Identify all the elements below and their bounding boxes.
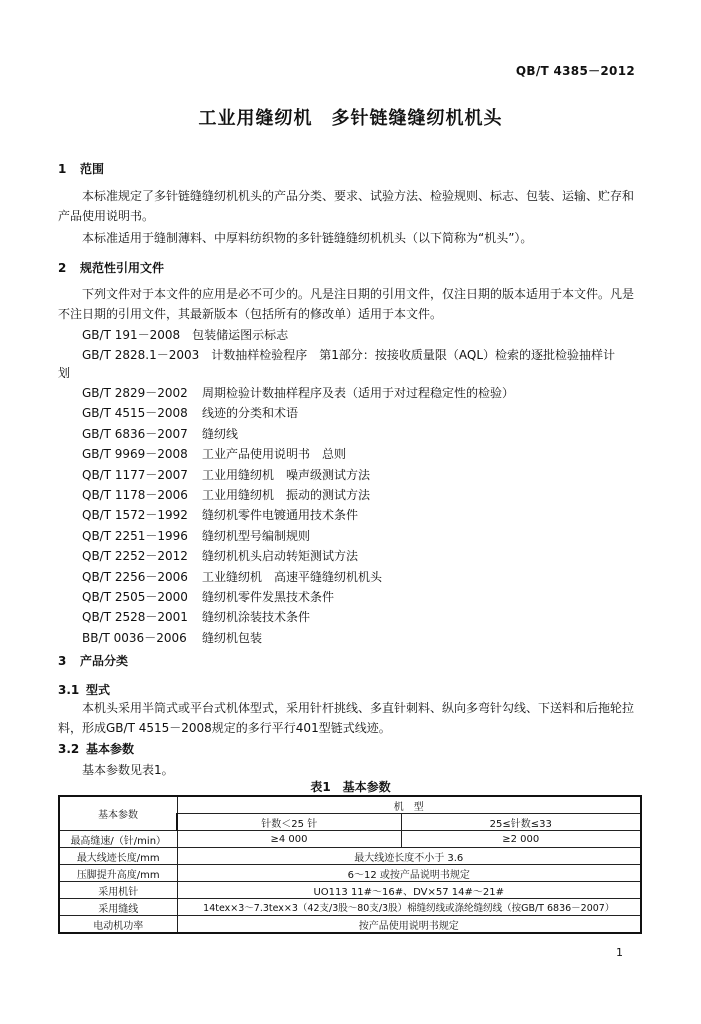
reference-gb191: GB/T 191－2008 包装储运图示标志	[82, 328, 289, 342]
header-cell-parameter: 基本参数	[59, 796, 177, 831]
reference-code: QB/T 2528－2001	[82, 610, 188, 625]
reference-title: 工业缝纫机 高速平缝缝纫机机头	[202, 569, 383, 584]
section-number: 3	[58, 654, 67, 668]
reference-code: QB/T 1177－2007	[82, 467, 188, 482]
reference-item	[82, 608, 514, 628]
section-number: 1	[58, 162, 67, 176]
section-2-heading	[58, 259, 164, 276]
header-cell-model: 机 型	[177, 796, 641, 814]
row-value: 14tex×3～7.3tex×3（42支/3股～80支/3股）棉缝纫线或涤纶缝纫线（按GB/T 6836－2007）	[177, 899, 641, 916]
table-row	[59, 899, 641, 916]
reference-code: BB/T 0036－2006	[82, 630, 187, 645]
section-title: 型式	[86, 683, 111, 697]
reference-gb2828: GB/T 2828.1－2003 计数抽样检验程序 第1部分：按接收质量限（AQL）检索的逐批检验抽样计	[82, 348, 616, 362]
row-label: 最高缝速/（针/min）	[59, 831, 177, 848]
reference-title: 缝纫线	[202, 426, 239, 441]
reference-title: 缝纫机零件电镀通用技术条件	[202, 508, 359, 523]
reference-title: 周期检验计数抽样程序及表（适用于对过程稳定性的检验）	[202, 386, 515, 400]
row-value: ≥4 000	[177, 831, 401, 848]
table-caption: 表1 基本参数	[310, 780, 391, 794]
row-label: 电动机功率	[59, 916, 177, 934]
reference-code: QB/T 2256－2006	[82, 569, 188, 584]
section-1-paragraph-2: 本标准适用于缝制薄料、中厚料纺织物的多针链缝缝纫机机头（以下简称为“机头”）。	[82, 231, 533, 245]
section-1-paragraph-1: 本标准规定了多针链缝缝纫机机头的产品分类、要求、试验方法、检验规则、标志、包装、运输、贮存和产品使用说明书。	[58, 189, 635, 223]
reference-item	[82, 547, 514, 567]
reference-item	[82, 425, 514, 445]
page-number: 1	[616, 946, 623, 959]
reference-item	[82, 486, 514, 506]
row-label: 采用机针	[59, 882, 177, 899]
table-row	[59, 865, 641, 882]
reference-code: QB/T 2252－2012	[82, 549, 188, 564]
reference-title: 缝纫机涂装技术条件	[202, 610, 311, 625]
parameters-table	[58, 795, 642, 934]
table-header-row	[59, 796, 641, 814]
row-value: 按产品使用说明书规定	[177, 916, 641, 934]
table-row	[59, 831, 641, 848]
row-value: 最大线迹长度不小于 3.6	[177, 848, 641, 865]
standard-code: QB/T 4385－2012	[515, 64, 635, 78]
reference-code: GB/T 6836－2007	[82, 426, 188, 441]
reference-gb2828-wrap: 划	[58, 366, 71, 380]
section-1-heading	[58, 160, 104, 177]
document-title: 工业用缝纫机 多针链缝缝纫机机头	[198, 108, 503, 129]
table-row	[59, 916, 641, 934]
reference-code: QB/T 2251－1996	[82, 528, 188, 543]
reference-code: GB/T 2829－2002	[82, 386, 188, 400]
reference-code: QB/T 1572－1992	[82, 508, 188, 523]
section-3-1-paragraph: 本机头采用半筒式或平台式机体型式，采用针杆挑线、多直针刺料、纵向多弯针勾线、下送料和后拖轮拉料，形成GB/T 4515－2008规定的多行平行401型链式线迹。	[58, 701, 635, 735]
row-value: ≥2 000	[401, 831, 641, 848]
section-title: 范围	[80, 162, 105, 176]
header-cell-needles-under-25: 针数＜25 针	[177, 814, 401, 831]
section-title: 产品分类	[80, 654, 129, 668]
section-number: 3.2	[58, 742, 80, 756]
reference-item	[82, 466, 514, 486]
row-value: 6～12 或按产品说明书规定	[177, 865, 641, 882]
section-3-heading	[58, 652, 128, 669]
reference-title: 缝纫机零件发黑技术条件	[202, 589, 335, 604]
section-3-1-heading	[58, 681, 110, 698]
reference-code: QB/T 2505－2000	[82, 589, 188, 604]
row-value: UO113 11#～16#、DV×57 14#～21#	[177, 882, 641, 899]
section-3-2-heading	[58, 740, 134, 757]
reference-item	[82, 506, 514, 526]
table-row	[59, 848, 641, 865]
reference-title: 线迹的分类和术语	[202, 406, 299, 421]
reference-code: GB/T 4515－2008	[82, 406, 188, 421]
reference-code: GB/T 9969－2008	[82, 447, 188, 462]
section-2-intro: 下列文件对于本文件的应用是必不可少的。凡是注日期的引用文件，仅注日期的版本适用于本文件。凡是不注日期的引用文件，其最新版本（包括所有的修改单）适用于本文件。	[58, 287, 635, 321]
reference-item	[82, 404, 514, 424]
table-row	[59, 882, 641, 899]
reference-title: 缝纫机机头启动转矩测试方法	[202, 549, 359, 564]
row-label: 采用缝线	[59, 899, 177, 916]
reference-title: 工业产品使用说明书 总则	[202, 447, 347, 462]
reference-item	[82, 629, 514, 649]
reference-title: 缝纫机型号编制规则	[202, 528, 311, 543]
section-number: 3.1	[58, 683, 80, 697]
reference-title: 工业用缝纫机 振动的测试方法	[202, 487, 371, 502]
reference-item	[82, 384, 514, 404]
row-label: 最大线迹长度/mm	[59, 848, 177, 865]
section-3-2-paragraph: 基本参数见表1。	[82, 763, 174, 777]
reference-item	[82, 568, 514, 588]
reference-item	[82, 445, 514, 465]
section-title: 基本参数	[86, 742, 135, 756]
reference-code: QB/T 1178－2006	[82, 487, 188, 502]
reference-list	[82, 384, 514, 649]
reference-title: 缝纫机包装	[202, 630, 263, 645]
reference-title: 工业用缝纫机 噪声级测试方法	[202, 467, 371, 482]
section-number: 2	[58, 261, 67, 275]
row-label: 压脚提升高度/mm	[59, 865, 177, 882]
reference-item	[82, 527, 514, 547]
reference-item	[82, 588, 514, 608]
section-title: 规范性引用文件	[80, 261, 165, 275]
header-cell-needles-25-33: 25≤针数≤33	[401, 814, 641, 831]
